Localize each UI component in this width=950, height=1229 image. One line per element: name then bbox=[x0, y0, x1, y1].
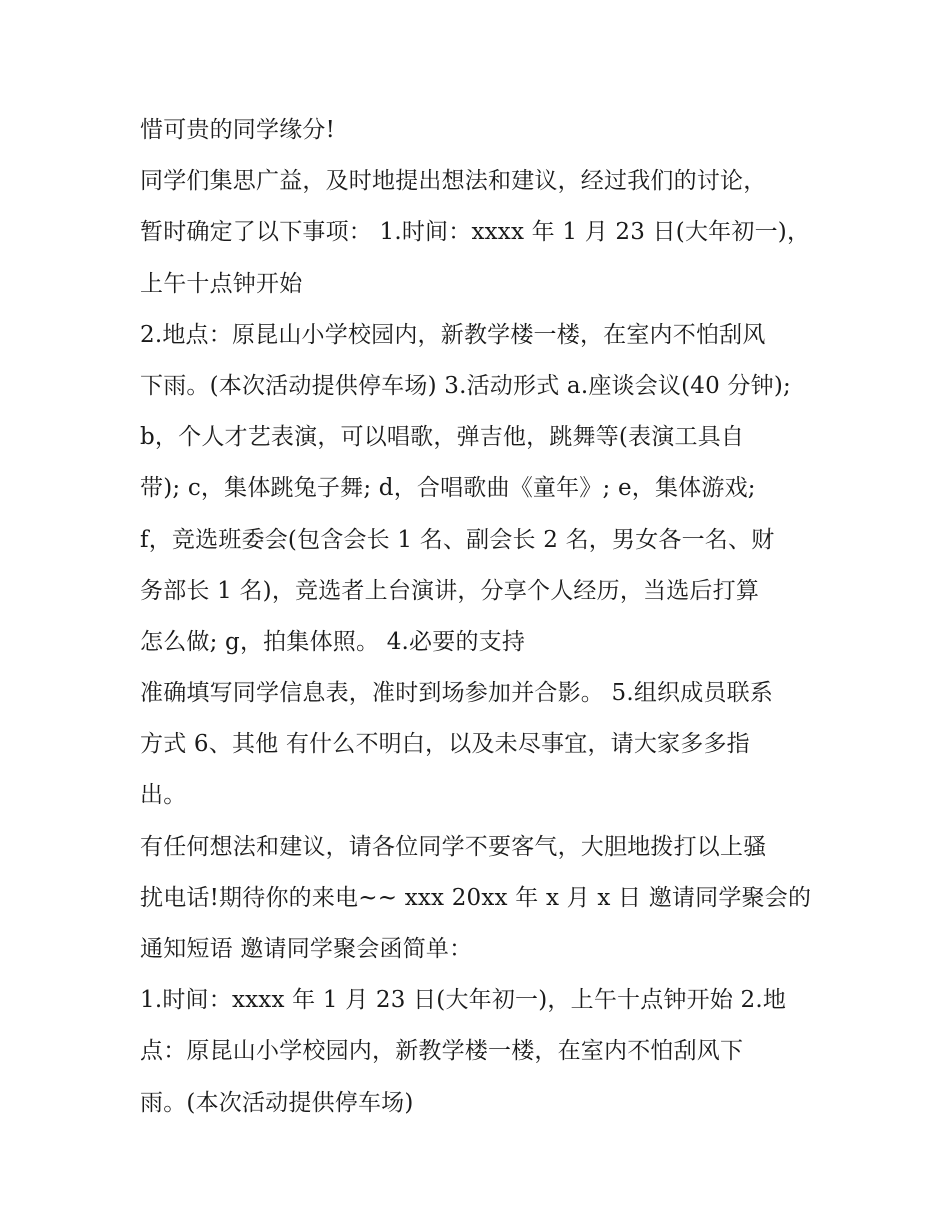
text-line: 上午十点钟开始 bbox=[140, 270, 303, 297]
text-line: b，个人才艺表演，可以唱歌，弹吉他，跳舞等(表演工具自 bbox=[140, 424, 745, 451]
text-line: 务部长 1 名)，竞选者上台演讲，分享个人经历，当选后打算 bbox=[140, 577, 760, 604]
text-line: 怎么做; g，拍集体照。 4.必要的支持 bbox=[140, 628, 526, 655]
text-line: 惜可贵的同学缘分! bbox=[140, 117, 336, 143]
text-line: 同学们集思广益，及时地提出想法和建议，经过我们的讨论， bbox=[140, 168, 767, 195]
text-line: 下雨。(本次活动提供停车场) 3.活动形式 a.座谈会议(40 分钟); bbox=[140, 372, 792, 399]
text-line: 通知短语 邀请同学聚会函简单： bbox=[140, 936, 473, 962]
text-line: 点：原昆山小学校园内，新教学楼一楼，在室内不怕刮风下 bbox=[140, 1038, 744, 1065]
text-line: 雨。(本次活动提供停车场) bbox=[140, 1089, 414, 1116]
text-line: 出。 bbox=[140, 782, 187, 809]
text-line: 方式 6、其他 有什么不明白，以及未尽事宜，请大家多多指 bbox=[140, 731, 750, 758]
text-line: 1.时间：xxxx 年 1 月 23 日(大年初一)，上午十点钟开始 2.地 bbox=[140, 987, 787, 1014]
text-line: f，竞选班委会(包含会长 1 名、副会长 2 名，男女各一名、财 bbox=[140, 526, 775, 553]
text-line: 带); c，集体跳兔子舞; d，合唱歌曲《童年》; e，集体游戏; bbox=[140, 475, 756, 502]
text-line: 有任何想法和建议，请各位同学不要客气，大胆地拨打以上骚 bbox=[140, 833, 767, 860]
text-line: 扰电话!期待你的来电~~ xxx 20xx 年 x 月 x 日 邀请同学聚会的 bbox=[140, 884, 812, 911]
text-line: 准确填写同学信息表，准时到场参加并合影。 5.组织成员联系 bbox=[140, 680, 774, 707]
document-body bbox=[140, 108, 830, 1132]
text-line: 2.地点：原昆山小学校园内，新教学楼一楼，在室内不怕刮风 bbox=[140, 321, 766, 348]
text-line: 暂时确定了以下事项： 1.时间：xxxx 年 1 月 23 日(大年初一)， bbox=[140, 219, 811, 246]
